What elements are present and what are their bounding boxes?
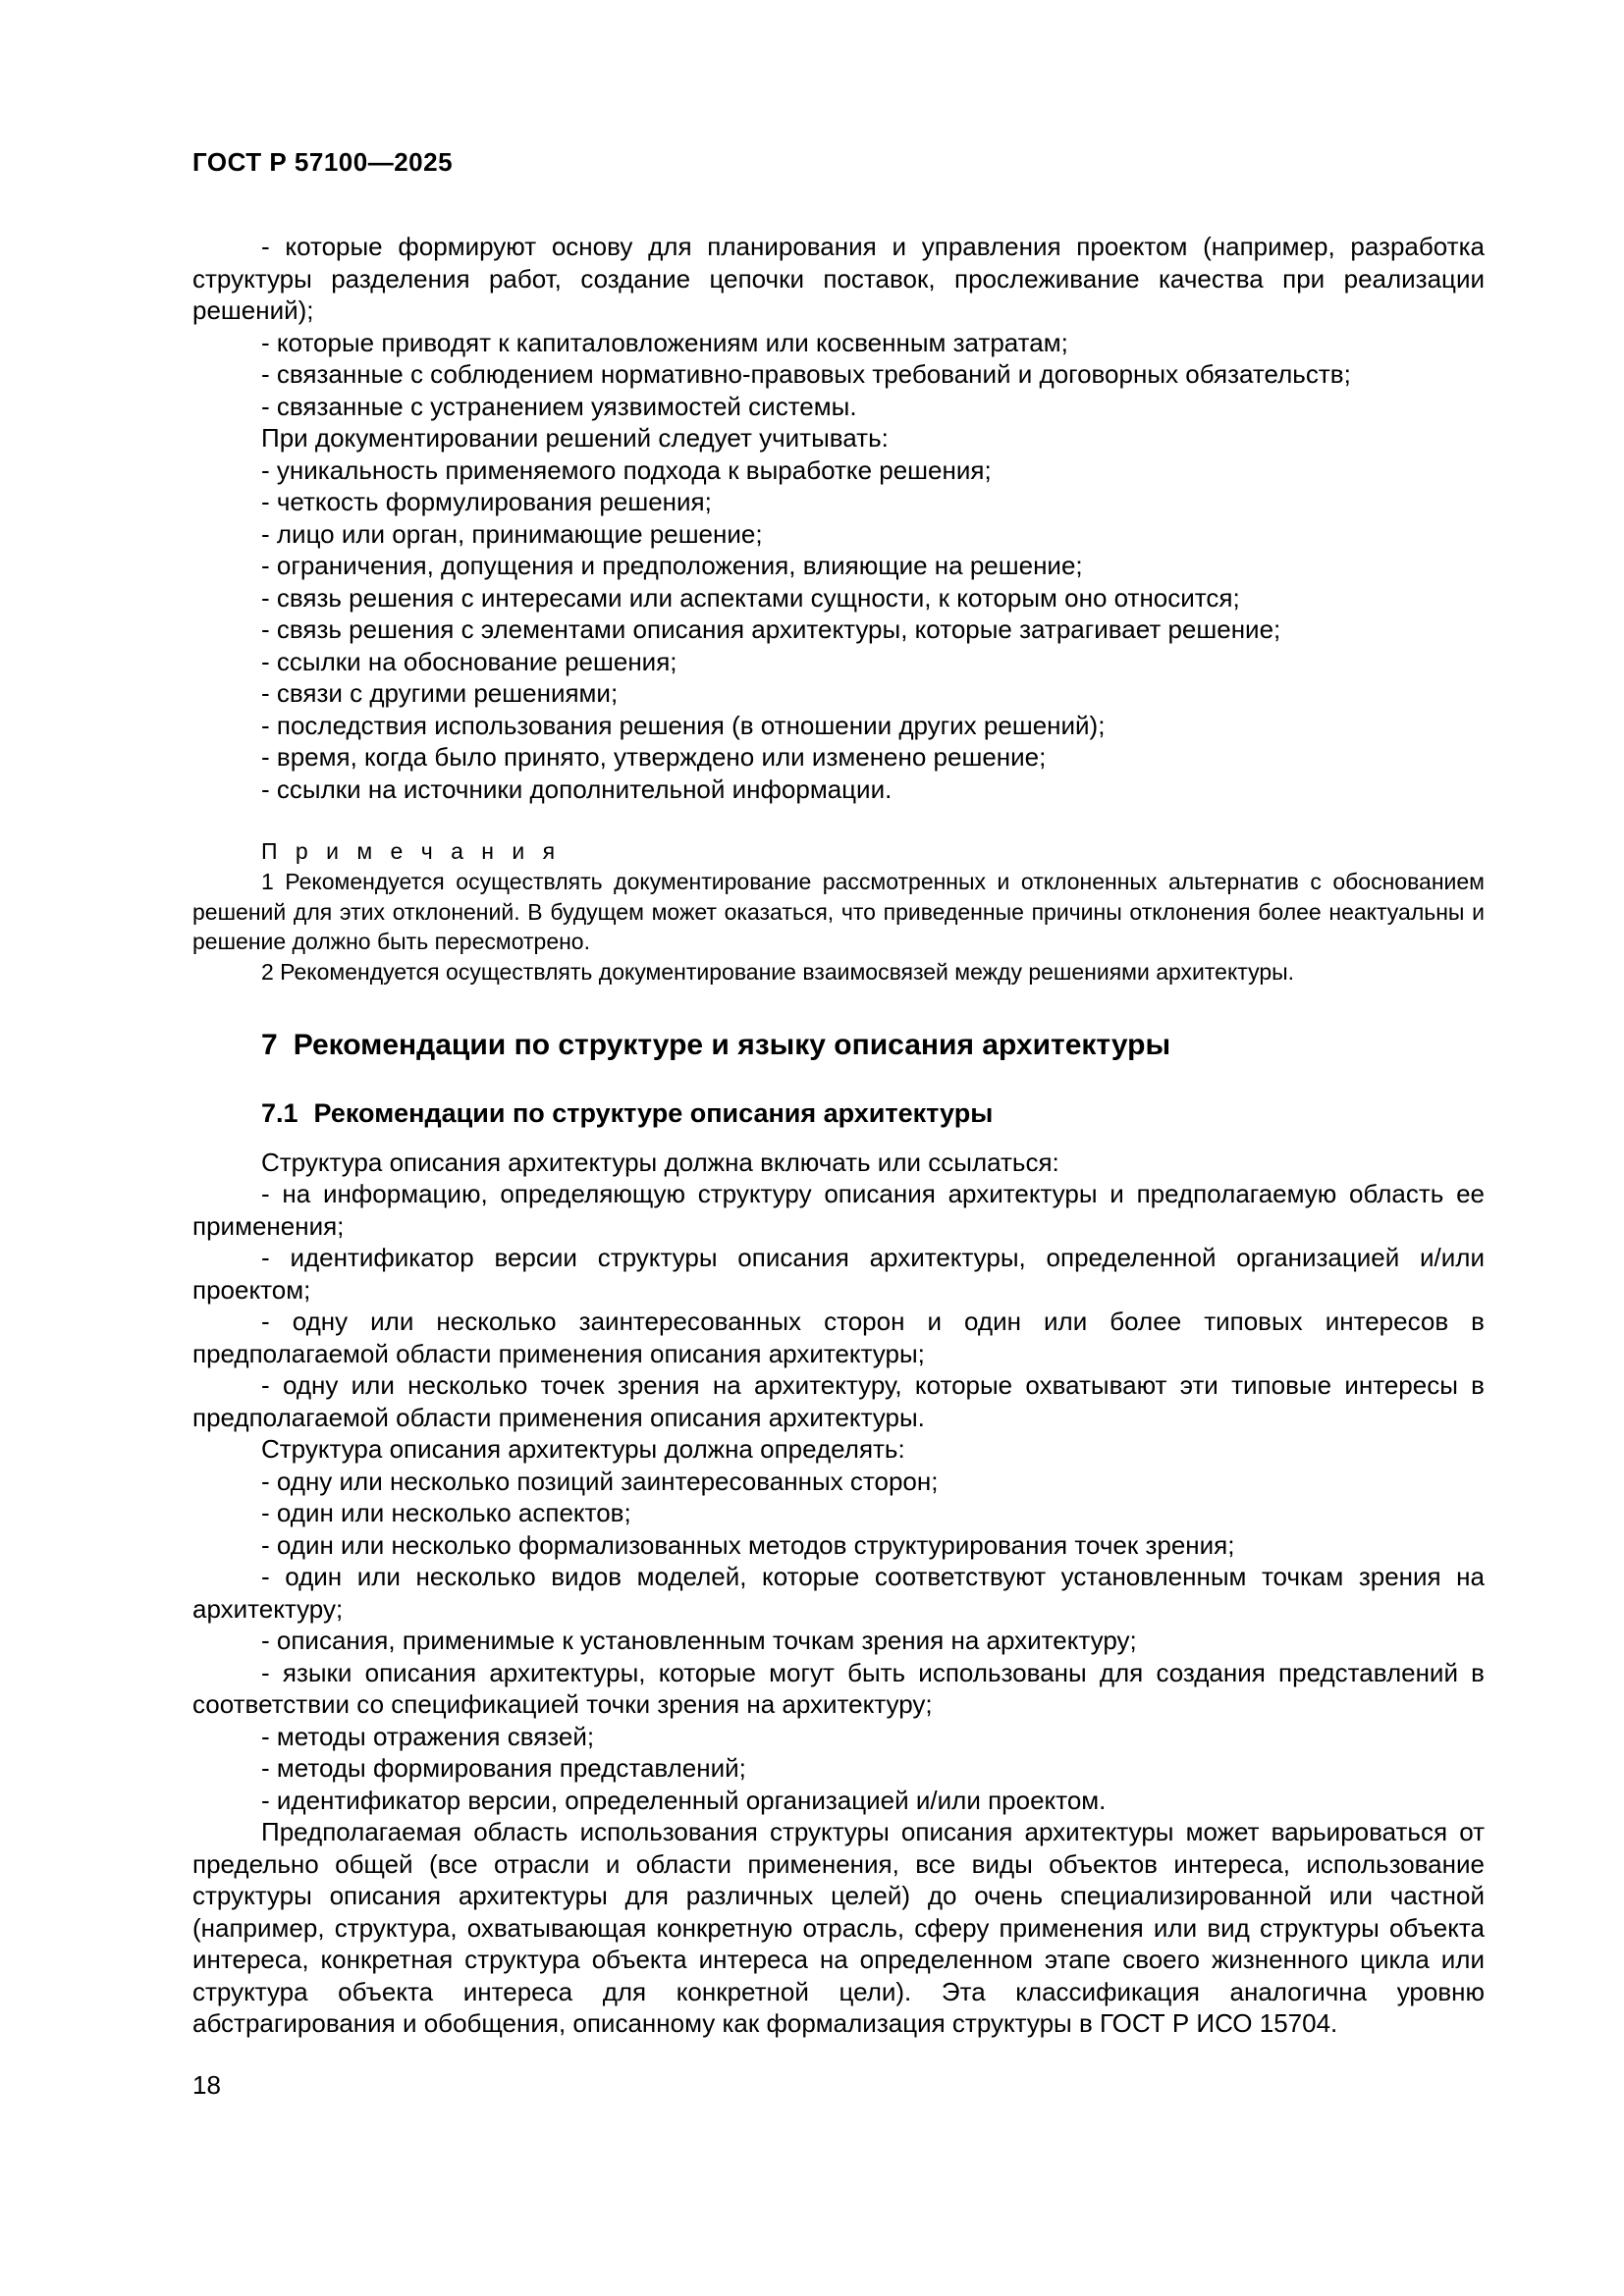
list-item: - языки описания архитектуры, которые могут быть использованы для создания представлений в соответствии со спецификацией точки зрения на архитектуру; <box>192 1657 1485 1720</box>
list-item: - четкость формулирования решения; <box>261 487 712 516</box>
list-item: - которые приводят к капиталовложениям или косвенным затратам; <box>261 327 1068 357</box>
list-item: - идентификатор версии, определенный организацией и/или проектом. <box>261 1785 1107 1815</box>
section-heading-text: Рекомендации по структуре и языку описания архитектуры <box>293 1028 1171 1061</box>
list-item: - методы формирования представлений; <box>261 1753 746 1784</box>
list-item: - лицо или орган, принимающие решение; <box>261 518 763 549</box>
list-item: - один или несколько формализованных методов структурирования точек зрения; <box>261 1529 1235 1560</box>
list-item: - связь решения с интересами или аспектами сущности, к которым оно относится; <box>261 582 1240 613</box>
list-item: - ограничения, допущения и предположения, влияющие на решение; <box>261 551 1083 580</box>
list-item: - идентификатор версии структуры описания архитектуры, определенной организацией и/или проектом; <box>192 1243 1485 1305</box>
paragraph: Предполагаемая область использования структуры описания архитектуры может варьироваться от предельно общей (все отрасли и области применения, все виды объектов интереса, использование структуры описания архитектуры для различных целей) до очень специализированной или частной (например, структура, охватывающая конкретную отрасль, сферу применения или вид структуры объекта интереса, конкретная структура объекта интереса на определенном этапе своего жизненного цикла или структура объекта интереса для конкретной цели). Эта классификация аналогична уровню абстрагирования и обобщения, описанному как формализация структуры в ГОСТ Р ИСО 15704. <box>192 1817 1485 2039</box>
list-item: - одну или несколько точек зрения на архитектуру, которые охватывают эти типовые интересы в предполагаемой области применения описания архитектуры. <box>192 1370 1485 1432</box>
paragraph: Структура описания архитектуры должна включать или ссылаться: <box>261 1147 1059 1177</box>
subsection-heading <box>192 1097 1485 1130</box>
list-item: - связанные с устранением уязвимостей системы. <box>261 391 857 421</box>
list-item: - описания, применимые к установленным точкам зрения на архитектуру; <box>261 1626 1137 1656</box>
list-item: - на информацию, определяющую структуру описания архитектуры и предполагаемую область ее применения; <box>192 1179 1485 1241</box>
note-item: 2 Рекомендуется осуществлять документирование взаимосвязей между решениями архитектуры. <box>261 959 1295 986</box>
paragraph: При документировании решений следует учитывать: <box>261 423 889 453</box>
section-heading <box>192 1027 1485 1064</box>
notes-label: П р и м е ч а н и я <box>261 838 562 864</box>
list-item: - время, когда было принято, утверждено или изменено решение; <box>261 742 1047 772</box>
note-item: 1 Рекомендуется осуществлять документирование рассмотренных и отклоненных альтернатив с обоснованием решений для этих отклонений. В будущем может оказаться, что приведенные причины отклонения более неактуальны и решение должно быть пересмотрено. <box>192 868 1485 955</box>
subsection-number: 7.1 <box>261 1097 298 1128</box>
list-item: - связанные с соблюдением нормативно-правовых требований и договорных обязательств; <box>261 359 1351 389</box>
notes-block <box>192 836 1485 988</box>
list-item: - один или несколько видов моделей, которые соответствуют установленным точкам зрения на архитектуру; <box>192 1562 1485 1624</box>
list-item: - одну или несколько позиций заинтересованных сторон; <box>261 1466 939 1496</box>
list-item: - уникальность применяемого подхода к выработке решения; <box>261 454 992 485</box>
list-item: - которые формируют основу для планирования и управления проектом (например, разработка структуры разделения работ, создание цепочки поставок, прослеживание качества при реализации решений); <box>192 232 1485 325</box>
list-item: - ссылки на источники дополнительной информации. <box>261 774 893 804</box>
section-number: 7 <box>261 1028 278 1061</box>
list-item: - последствия использования решения (в отношении других решений); <box>261 710 1106 740</box>
page-number: 18 <box>192 2070 221 2100</box>
list-item: - связи с другими решениями; <box>261 678 619 708</box>
list-item: - методы отражения связей; <box>261 1721 595 1751</box>
paragraph: Структура описания архитектуры должна определять: <box>261 1434 905 1465</box>
subsection-heading-text: Рекомендации по структуре описания архитектуры <box>313 1097 994 1128</box>
list-item: - ссылки на обоснование решения; <box>261 646 677 676</box>
doc-code-header: ГОСТ Р 57100—2025 <box>192 147 454 177</box>
page-content <box>192 147 1485 2040</box>
list-item: - одну или несколько заинтересованных сторон и один или более типовых интересов в предполагаемой области применения описания архитектуры; <box>192 1307 1485 1368</box>
list-item: - связь решения с элементами описания архитектуры, которые затрагивает решение; <box>261 614 1281 644</box>
list-item: - один или несколько аспектов; <box>261 1498 631 1528</box>
